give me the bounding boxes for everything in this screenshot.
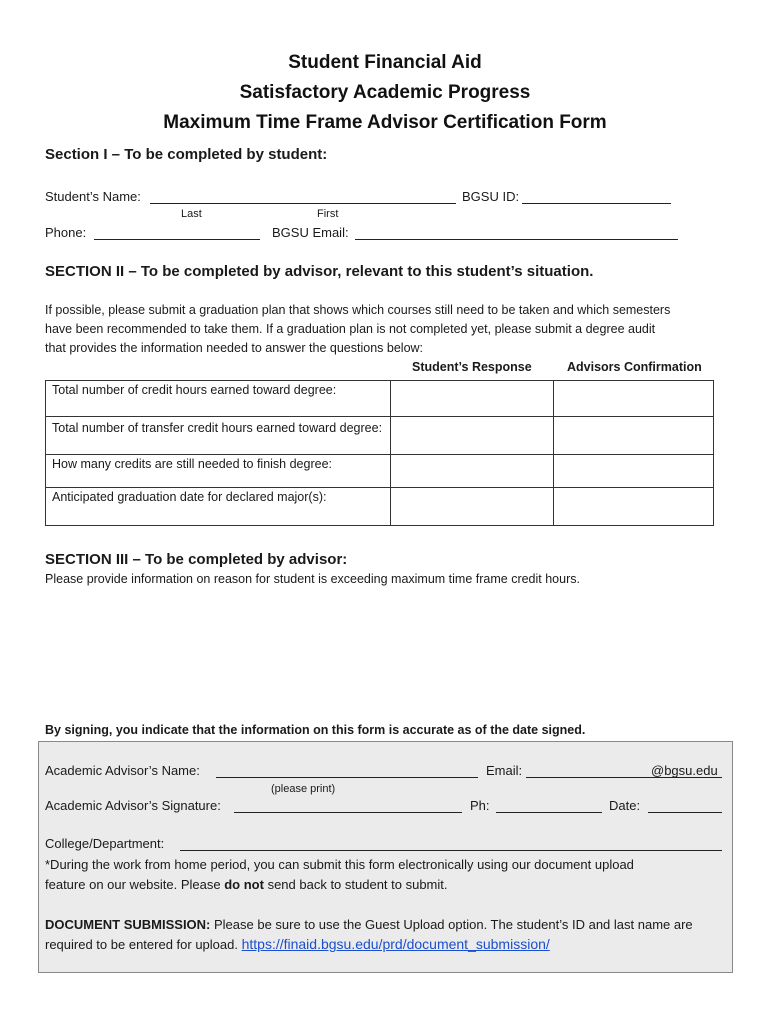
document-submission-link[interactable]: https://finaid.bgsu.edu/prd/document_submission/ <box>241 936 550 952</box>
document-submission-text: Please be sure to use the Guest Upload option. The student’s ID and last name are <box>210 917 693 932</box>
advisor-name-field[interactable] <box>216 777 478 778</box>
student-name-label: Student’s Name: <box>45 189 141 204</box>
student-response-cell[interactable] <box>390 455 554 488</box>
section-2-instructions-line-2: have been recommended to take them. If a graduation plan is not completed yet, please submit a degree audit <box>45 322 656 336</box>
student-response-cell[interactable] <box>390 417 554 455</box>
title-line-3: Maximum Time Frame Advisor Certification Form <box>163 112 607 133</box>
title-line-1: Student Financial Aid <box>288 52 482 73</box>
college-department-field[interactable] <box>180 850 722 851</box>
advisor-confirmation-cell[interactable] <box>554 455 714 488</box>
please-print-hint: (please print) <box>271 783 336 795</box>
advisor-confirmation-cell[interactable] <box>554 417 714 455</box>
note-text-end: send back to student to submit. <box>263 877 448 892</box>
last-name-hint: Last <box>181 208 202 220</box>
section-2-heading: SECTION II – To be completed by advisor, relevant to this student’s situation. <box>45 263 594 280</box>
section-3-prompt: Please provide information on reason for student is exceeding maximum time frame credit hours. <box>45 572 580 586</box>
bgsu-id-field[interactable] <box>522 203 671 204</box>
remote-work-note-line-2 <box>45 877 448 892</box>
student-name-field[interactable] <box>150 203 456 204</box>
remote-work-note-line-1: *During the work from home period, you can submit this form electronically using our document upload <box>45 857 634 872</box>
column-header-advisor-confirmation: Advisors Confirmation <box>567 360 702 374</box>
advisor-confirmation-cell[interactable] <box>554 381 714 417</box>
table-row <box>46 417 714 455</box>
note-text: feature on our website. Please <box>45 877 225 892</box>
document-submission-text-2: required to be entered for upload. <box>45 937 242 952</box>
column-header-student-response: Student’s Response <box>412 360 532 374</box>
advisor-signature-label: Academic Advisor’s Signature: <box>45 798 221 813</box>
advisor-email-label: Email: <box>486 763 523 778</box>
college-department-label: College/Department: <box>45 836 165 851</box>
question-cell: How many credits are still needed to finish degree: <box>46 455 391 488</box>
section-3-heading: SECTION III – To be completed by advisor: <box>45 551 348 568</box>
date-field[interactable] <box>648 812 722 813</box>
email-domain: @bgsu.edu <box>651 763 718 778</box>
credit-info-table <box>45 380 714 526</box>
date-label: Date: <box>609 798 641 813</box>
note-emphasis: do not <box>224 877 264 892</box>
section-1-heading: Section I – To be completed by student: <box>45 146 328 163</box>
document-submission-line-2 <box>45 936 550 952</box>
table-row <box>46 381 714 417</box>
question-cell: Anticipated graduation date for declared major(s): <box>46 488 391 526</box>
section-2-instructions-line-1: If possible, please submit a graduation plan that shows which courses still need to be taken and which semesters <box>45 303 671 317</box>
table-row <box>46 488 714 526</box>
bgsu-email-field[interactable] <box>355 239 678 240</box>
first-name-hint: First <box>317 208 339 220</box>
document-submission-label: DOCUMENT SUBMISSION: <box>45 917 211 932</box>
phone-field[interactable] <box>94 239 260 240</box>
document-submission-line-1 <box>45 917 693 932</box>
phone-label: Phone: <box>45 225 87 240</box>
signing-statement: By signing, you indicate that the information on this form is accurate as of the date signed. <box>45 723 586 737</box>
advisor-confirmation-cell[interactable] <box>554 488 714 526</box>
bgsu-email-label: BGSU Email: <box>272 225 349 240</box>
advisor-signature-field[interactable] <box>234 812 462 813</box>
question-cell: Total number of transfer credit hours earned toward degree: <box>46 417 391 455</box>
advisor-phone-field[interactable] <box>496 812 602 813</box>
phone-label-advisor: Ph: <box>470 798 490 813</box>
section-2-instructions-line-3: that provides the information needed to answer the questions below: <box>45 341 424 355</box>
title-line-2: Satisfactory Academic Progress <box>239 82 531 103</box>
student-response-cell[interactable] <box>390 381 554 417</box>
advisor-name-label: Academic Advisor’s Name: <box>45 763 200 778</box>
reason-response-area[interactable] <box>45 592 725 712</box>
table-row <box>46 455 714 488</box>
question-cell: Total number of credit hours earned toward degree: <box>46 381 391 417</box>
bgsu-id-label: BGSU ID: <box>462 189 520 204</box>
student-response-cell[interactable] <box>390 488 554 526</box>
